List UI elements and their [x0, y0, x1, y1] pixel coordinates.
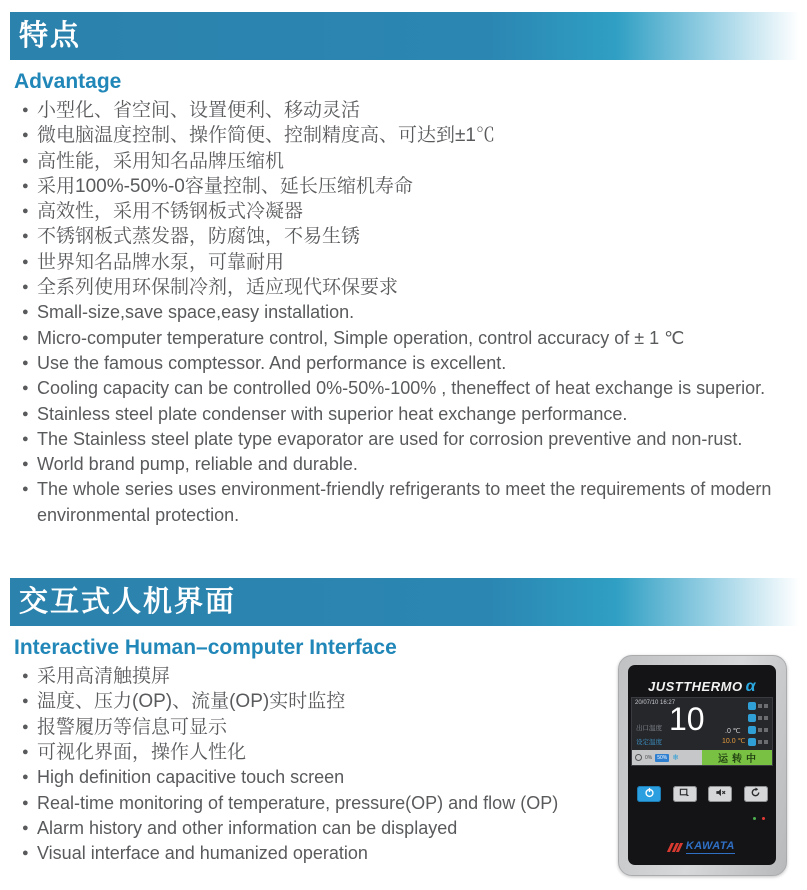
monitor-icon [748, 702, 756, 710]
controller-face [628, 665, 776, 865]
snowflake-icon: ❄ [672, 753, 679, 762]
list-item: ● 高性能，采用知名品牌压缩机 [22, 149, 807, 174]
indicator-square [758, 740, 762, 744]
indicator-square [758, 728, 762, 732]
indicator-square [758, 704, 762, 708]
controller-photo [618, 655, 787, 876]
edit-icon [748, 714, 756, 722]
features-banner-title: 特点 [19, 20, 82, 52]
list-item: ● 报警履历等信息可显示 [22, 715, 807, 740]
status-row [748, 738, 768, 746]
status-row [748, 726, 768, 734]
indicator-square [764, 740, 768, 744]
power-button [637, 786, 661, 802]
brand-alpha: α [745, 678, 756, 695]
list-item: ● 微电脑温度控制、操作简便、控制精度高、可达到±1℃ [22, 123, 807, 148]
advantage-list-chinese [0, 98, 807, 300]
list-item: ● 小型化、省空间、设置便利、移动灵活 [22, 98, 807, 123]
interface-banner-title: 交互式人机界面 [19, 586, 237, 619]
display-icon [679, 785, 690, 803]
list-item: ● Real-time monitoring of temperature, pressure(OP) and flow (OP) [22, 791, 792, 816]
screen-status-icons [748, 702, 768, 746]
running-status-badge: 运转中 [702, 750, 772, 765]
refresh-button [744, 786, 768, 802]
mute-button [708, 786, 732, 802]
status-row [748, 714, 768, 722]
logo-stripes-icon [669, 843, 683, 852]
controller-brand [628, 678, 776, 696]
list-item: ● 温度、压力(OP)、流量(OP)实时监控 [22, 689, 807, 714]
kawata-logo [628, 841, 776, 854]
led-red [762, 817, 765, 820]
capacity-50-label: 50% [657, 754, 668, 761]
outlet-temp-label: 出口温度 [636, 725, 662, 732]
list-item: ● Stainless steel plate condenser with superior heat exchange performance. [22, 402, 792, 427]
indicator-square [764, 728, 768, 732]
set-temp-value: 10.0 ℃ [722, 738, 746, 745]
list-item: ● The Stainless steel plate type evaporator are used for corrosion preventive and non-rust. [22, 427, 792, 452]
current-temp-decimal: .0 ℃ [725, 728, 741, 735]
indicator-square [764, 704, 768, 708]
list-item: ● High definition capacitive touch screen [22, 765, 792, 790]
indicator-square [758, 716, 762, 720]
tools-icon [748, 726, 756, 734]
list-item: ● World brand pump, reliable and durable. [22, 452, 792, 477]
list-item: ● 全系列使用环保制冷剂，适应现代环保要求 [22, 275, 807, 300]
gear-icon [748, 738, 756, 746]
display-button [673, 786, 697, 802]
advantage-heading: Advantage [14, 70, 122, 93]
list-item: ● The whole series uses environment-friendly refrigerants to meet the requirements of modern environmental protection. [22, 477, 792, 528]
list-item: ● 不锈钢板式蒸发器，防腐蚀，不易生锈 [22, 224, 807, 249]
screen-timestamp: 20/07/10 16:27 [635, 700, 676, 706]
list-item: ● 高效性，采用不锈钢板式冷凝器 [22, 199, 807, 224]
list-item: ● Small-size,save space,easy installation. [22, 300, 792, 325]
capacity-bar [632, 750, 702, 765]
list-item: ● 世界知名品牌水泵，可靠耐用 [22, 250, 807, 275]
section-features [0, 12, 807, 528]
current-temp-value: 10 [669, 701, 705, 737]
list-item: ● 可视化界面，操作人性化 [22, 740, 807, 765]
list-item: ● 采用高清触摸屏 [22, 664, 807, 689]
interface-heading: Interactive Human–computer Interface [14, 636, 397, 660]
list-item: ● Use the famous comptessor. And performance is excellent. [22, 351, 792, 376]
power-mini-icon [635, 754, 642, 761]
features-banner [10, 12, 807, 60]
list-item: ● 采用100%-50%-0容量控制、延长压缩机寿命 [22, 174, 807, 199]
indicator-square [764, 716, 768, 720]
logo-text: KAWATA [685, 840, 735, 852]
advantage-list-english [0, 300, 807, 528]
capacity-0-label: 0% [645, 754, 653, 761]
status-leds [753, 817, 765, 820]
brand-title: JUSTTHERMO [648, 679, 743, 694]
set-temp-label: 设定温度 [636, 739, 662, 746]
mute-icon [715, 785, 726, 803]
list-item: ● Cooling capacity can be controlled 0%-50%-100% , theneffect of heat exchange is superior. [22, 376, 792, 401]
list-item: ● Micro-computer temperature control, Simple operation, control accuracy of ± 1 ℃ [22, 326, 792, 351]
refresh-icon [750, 785, 761, 803]
controller-buttons [637, 786, 768, 802]
power-icon [644, 785, 655, 803]
screen-status-bar [632, 750, 772, 765]
list-item: ● Visual interface and humanized operation [22, 841, 792, 866]
list-item: ● Alarm history and other information can be displayed [22, 816, 792, 841]
controller-screen [631, 697, 773, 766]
led-green [753, 817, 756, 820]
status-row [748, 702, 768, 710]
interface-banner [10, 578, 807, 626]
